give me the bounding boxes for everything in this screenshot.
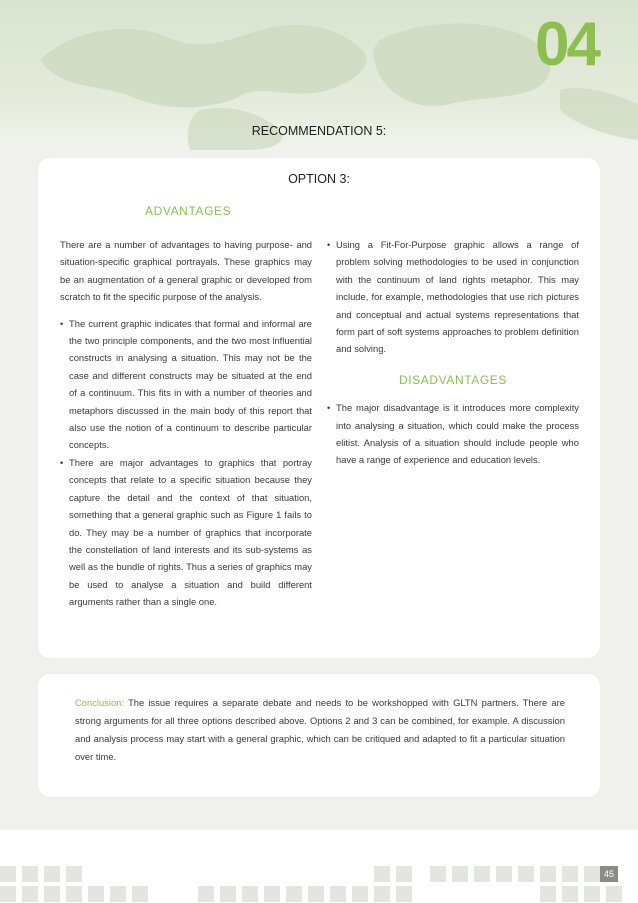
- option-card: [38, 158, 600, 658]
- conclusion-paragraph: [75, 694, 565, 766]
- conclusion-card: [38, 674, 600, 797]
- list-item: • Using a Fit-For-Purpose graphic allows a range of problem solving methodologies to be used in conjunction with the continuum of land rights metaphor. This may include, for example, methodologies that use rich pictures and conceptual and actual systems representations that form part of soft systems approaches to problem definition and solving.: [327, 236, 579, 358]
- option-title: OPTION 3:: [288, 172, 350, 186]
- disadvantages-list: [327, 399, 579, 469]
- list-item: • The major disadvantage is it introduces more complexity into analysing a situation, which could make the process elitist. Analysis of a situation should include people who have a range of experience and education levels.: [327, 399, 579, 469]
- advantages-list: [60, 315, 312, 611]
- disadvantages-heading: DISADVANTAGES: [398, 372, 508, 387]
- advantages-intro: There are a number of advantages to having purpose- and situation-specific graphical portrayals. These graphics may be an augmentation of a general graphic or developed from scratch to fit the specific purpose of the analysis.: [60, 239, 312, 303]
- advantages-heading: ADVANTAGES: [145, 204, 232, 218]
- left-column: [60, 236, 312, 611]
- chapter-number: 04: [535, 10, 598, 79]
- conclusion-text: The issue requires a separate debate and needs to be workshopped with GLTN partners. There are strong arguments for all three options described above. Options 2 and 3 can be combined, for example. A discussion and analysis process may start with a general graphic, which can be critiqued and adapted to fit a particular situation over time.: [75, 697, 565, 762]
- right-column: [327, 236, 579, 469]
- conclusion-label: Conclusion:: [75, 697, 124, 708]
- advantages-list-continued: [327, 236, 579, 358]
- recommendation-title: RECOMMENDATION 5:: [251, 124, 387, 138]
- list-item: • There are major advantages to graphics that portray concepts that relate to a specific situation because they capture the detail and the context of that situation, something that a general graphic such as Figure 1 fails to do. They may be a number of graphics that incorporate the constellation of land interests and its sub-systems as well as the bundle of rights. Thus a series of graphics may be used to analyse a situation and build different arguments rather than a single one.: [60, 454, 312, 611]
- page-number: 45: [600, 866, 618, 882]
- list-item: • The current graphic indicates that formal and informal are the two principle components, and the two most influential constructs in analysing a situation. This may not be the case and different constructs may be situated at the end of a continuum. This fits in with a number of theories and metaphors discussed in the main body of this report that also use the notion of a continuum to describe particular concepts.: [60, 315, 312, 454]
